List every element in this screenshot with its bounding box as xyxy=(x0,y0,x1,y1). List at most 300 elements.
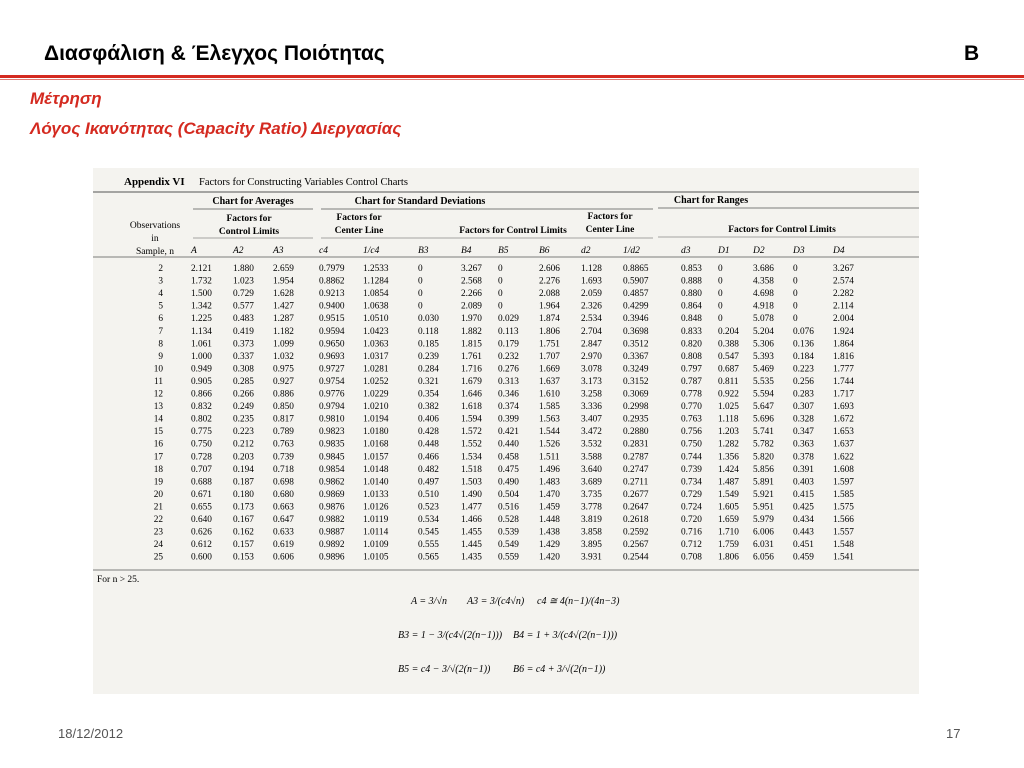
table-cell: 0.9754 xyxy=(319,376,345,387)
row-sample-size: 16 xyxy=(153,439,163,450)
table-cell: 1.225 xyxy=(191,314,212,325)
table-cell: 0 xyxy=(718,314,723,325)
table-cell: 0.153 xyxy=(233,552,254,563)
table-cell: 0.905 xyxy=(191,376,212,387)
table-cell: 1.203 xyxy=(718,427,739,438)
table-cell: 0.888 xyxy=(681,276,702,287)
column-header: D4 xyxy=(833,246,845,256)
table-cell: 0.307 xyxy=(793,402,814,413)
table-cell: 1.438 xyxy=(539,527,560,538)
table-cell: 0.853 xyxy=(681,264,702,274)
table-cell: 5.204 xyxy=(753,326,774,337)
table-cell: 1.061 xyxy=(191,339,212,350)
table-cell: 1.552 xyxy=(461,439,482,450)
table-cell: 1.000 xyxy=(191,351,212,362)
table-cell: 3.735 xyxy=(581,489,602,500)
table-cell: 0.787 xyxy=(681,376,702,387)
table-cell: 4.358 xyxy=(753,276,774,287)
table-cell: 0 xyxy=(718,276,723,287)
table-cell: 0.763 xyxy=(273,439,294,450)
table-cell: 0.797 xyxy=(681,364,702,375)
table-cell: 0.545 xyxy=(418,527,439,538)
table-cell: 0.490 xyxy=(498,477,519,488)
table-cell: 0.663 xyxy=(273,502,294,513)
table-cell: 0.5907 xyxy=(623,276,649,287)
table-cell: 0.2567 xyxy=(623,540,649,551)
table-cell: 0.734 xyxy=(681,477,702,488)
table-cell: 1.806 xyxy=(718,552,739,563)
table-cell: 0.374 xyxy=(498,402,519,413)
obs-label-2: in xyxy=(151,234,159,244)
column-header: D3 xyxy=(793,246,805,256)
appendix-title: Factors for Constructing Variables Control Charts xyxy=(199,177,408,188)
row-sample-size: 14 xyxy=(153,414,163,425)
table-cell: 1.500 xyxy=(191,289,212,300)
formula-b5: B5 = c4 − 3/√(2(n−1)) xyxy=(398,664,491,675)
table-cell: 0.223 xyxy=(793,364,814,375)
table-cell: 2.659 xyxy=(273,264,294,274)
table-cell: 0.671 xyxy=(191,489,212,500)
table-cell: 0.975 xyxy=(273,364,294,375)
table-cell: 0.775 xyxy=(191,427,212,438)
table-cell: 0.2618 xyxy=(623,515,649,525)
table-cell: 3.931 xyxy=(581,552,602,563)
obs-label-3: Sample, n xyxy=(136,247,174,257)
table-cell: 1.128 xyxy=(581,264,602,274)
table-cell: 0.391 xyxy=(793,464,814,475)
table-cell: 0.7979 xyxy=(319,264,345,274)
table-cell: 0.802 xyxy=(191,414,212,425)
row-sample-size: 25 xyxy=(153,552,163,563)
table-cell: 1.459 xyxy=(539,502,560,513)
table-cell: 0.729 xyxy=(681,489,702,500)
table-cell: 0.482 xyxy=(418,464,439,475)
table-cell: 0.194 xyxy=(233,464,254,475)
table-cell: 1.710 xyxy=(718,527,739,538)
row-sample-size: 24 xyxy=(153,540,163,551)
table-cell: 1.669 xyxy=(539,364,560,375)
table-cell: 4.918 xyxy=(753,301,774,312)
avg-limits-2: Control Limits xyxy=(218,227,280,237)
table-cell: 1.882 xyxy=(461,326,482,337)
table-cell: 5.782 xyxy=(753,439,774,450)
table-cell: 0.9845 xyxy=(319,452,345,463)
page-number: 17 xyxy=(946,726,961,741)
row-sample-size: 11 xyxy=(154,376,163,387)
table-cell: 0.688 xyxy=(191,477,212,488)
table-cell: 1.025 xyxy=(718,402,739,413)
table-cell: 1.420 xyxy=(539,552,560,563)
table-cell: 0.4299 xyxy=(623,301,649,312)
table-cell: 2.266 xyxy=(461,289,482,300)
column-header: B5 xyxy=(498,246,509,256)
table-cell: 1.585 xyxy=(833,489,854,500)
table-cell: 5.979 xyxy=(753,515,774,525)
table-cell: 0.232 xyxy=(498,351,519,362)
table-cell: 0.504 xyxy=(498,489,519,500)
table-cell: 0.555 xyxy=(418,540,439,551)
table-cell: 0.179 xyxy=(498,339,519,350)
table-cell: 1.954 xyxy=(273,276,294,287)
table-cell: 0.778 xyxy=(681,389,702,400)
table-cell: 0.3512 xyxy=(623,339,649,350)
table-cell: 0.739 xyxy=(273,452,294,463)
table-cell: 1.0854 xyxy=(363,289,389,300)
group-ranges: Chart for Ranges xyxy=(673,195,749,206)
table-cell: 3.689 xyxy=(581,477,602,488)
table-cell: 0.510 xyxy=(418,489,439,500)
table-cell: 0.848 xyxy=(681,314,702,325)
table-cell: 0.716 xyxy=(681,527,702,538)
table-cell: 1.566 xyxy=(833,515,854,525)
table-cell: 0 xyxy=(418,289,423,300)
table-cell: 0.3698 xyxy=(623,326,649,337)
table-cell: 0.789 xyxy=(273,427,294,438)
table-cell: 1.618 xyxy=(461,402,482,413)
table-cell: 1.0168 xyxy=(363,439,389,450)
table-cell: 1.563 xyxy=(539,414,560,425)
table-cell: 0.308 xyxy=(233,364,254,375)
table-cell: 0.184 xyxy=(793,351,814,362)
table-cell: 0.399 xyxy=(498,414,519,425)
table-cell: 0.443 xyxy=(793,527,814,538)
table-cell: 1.0105 xyxy=(363,552,389,563)
table-cell: 1.816 xyxy=(833,351,854,362)
table-cell: 0.9776 xyxy=(319,389,345,400)
table-cell: 0.698 xyxy=(273,477,294,488)
table-cell: 0 xyxy=(793,301,798,312)
table-cell: 0.076 xyxy=(793,326,814,337)
table-cell: 1.0180 xyxy=(363,427,389,438)
table-cell: 0.680 xyxy=(273,489,294,500)
row-sample-size: 13 xyxy=(153,402,163,413)
table-cell: 0.118 xyxy=(418,326,439,337)
table-cell: 1.544 xyxy=(539,427,560,438)
table-cell: 0.157 xyxy=(233,540,254,551)
table-cell: 1.118 xyxy=(718,414,739,425)
table-cell: 0.428 xyxy=(418,427,439,438)
table-cell: 1.693 xyxy=(833,402,854,413)
table-cell: 0 xyxy=(498,301,503,312)
table-cell: 2.574 xyxy=(833,276,854,287)
table-cell: 0.2831 xyxy=(623,439,649,450)
table-cell: 0.708 xyxy=(681,552,702,563)
table-cell: 0 xyxy=(718,289,723,300)
table-cell: 0.180 xyxy=(233,489,254,500)
table-cell: 1.0317 xyxy=(363,351,389,362)
table-cell: 0.3069 xyxy=(623,389,649,400)
table-cell: 1.0281 xyxy=(363,364,389,375)
table-cell: 2.114 xyxy=(833,301,854,312)
table-cell: 0.528 xyxy=(498,515,519,525)
column-header: D2 xyxy=(753,246,765,256)
table-cell: 1.511 xyxy=(539,452,560,463)
table-cell: 0.729 xyxy=(233,289,254,300)
column-header: 1/d2 xyxy=(623,246,640,256)
table-cell: 1.445 xyxy=(461,540,482,551)
table-cell: 0.9213 xyxy=(319,289,345,300)
table-cell: 0.3152 xyxy=(623,376,649,387)
table-cell: 0.2747 xyxy=(623,464,649,475)
table-cell: 0.2677 xyxy=(623,489,649,500)
table-cell: 1.282 xyxy=(718,439,739,450)
table-cell: 1.477 xyxy=(461,502,482,513)
table-cell: 0.2592 xyxy=(623,527,649,538)
table-cell: 5.741 xyxy=(753,427,774,438)
table-cell: 0.808 xyxy=(681,351,702,362)
table-cell: 0.763 xyxy=(681,414,702,425)
table-cell: 1.0119 xyxy=(363,515,389,525)
table-cell: 1.761 xyxy=(461,351,482,362)
table-cell: 0 xyxy=(793,314,798,325)
table-cell: 0 xyxy=(418,276,423,287)
table-cell: 0.321 xyxy=(418,376,439,387)
table-cell: 1.693 xyxy=(581,276,602,287)
slide-header xyxy=(0,0,1024,80)
table-cell: 0.707 xyxy=(191,464,212,475)
table-cell: 0.4857 xyxy=(623,289,649,300)
table-cell: 1.0133 xyxy=(363,489,389,500)
table-cell: 0.9823 xyxy=(319,427,345,438)
table-cell: 0.744 xyxy=(681,452,702,463)
row-sample-size: 2 xyxy=(158,264,163,274)
table-cell: 1.099 xyxy=(273,339,294,350)
table-cell: 0.388 xyxy=(718,339,739,350)
table-cell: 0.612 xyxy=(191,540,212,551)
table-cell: 0.285 xyxy=(233,376,254,387)
table-cell: 3.336 xyxy=(581,402,602,413)
table-cell: 0.347 xyxy=(793,427,814,438)
table-cell: 1.970 xyxy=(461,314,482,325)
table-cell: 0.256 xyxy=(793,376,814,387)
table-cell: 0.204 xyxy=(718,326,739,337)
scanned-appendix-table xyxy=(93,168,919,694)
table-cell: 0.9887 xyxy=(319,527,345,538)
table-cell: 0.3249 xyxy=(623,364,649,375)
table-cell: 0.363 xyxy=(793,439,814,450)
row-sample-size: 3 xyxy=(158,276,163,287)
table-cell: 0.640 xyxy=(191,515,212,525)
column-header: 1/c4 xyxy=(363,246,380,256)
table-cell: 1.342 xyxy=(191,301,212,312)
table-cell: 1.572 xyxy=(461,427,482,438)
row-sample-size: 18 xyxy=(153,464,163,475)
group-averages: Chart for Averages xyxy=(212,196,294,207)
table-cell: 0.2880 xyxy=(623,427,649,438)
slide-title: Διασφάλιση & Έλεγχος Ποιότητας xyxy=(44,42,385,65)
table-cell: 2.282 xyxy=(833,289,854,300)
table-cell: 5.820 xyxy=(753,452,774,463)
table-cell: 1.806 xyxy=(539,326,560,337)
column-header: A2 xyxy=(233,246,244,256)
table-cell: 0.239 xyxy=(418,351,439,362)
table-cell: 1.490 xyxy=(461,489,482,500)
table-cell: 0.497 xyxy=(418,477,439,488)
table-cell: 1.182 xyxy=(273,326,294,337)
table-cell: 0 xyxy=(793,276,798,287)
table-cell: 1.2533 xyxy=(363,264,389,274)
column-header: A3 xyxy=(273,246,284,256)
table-cell: 1.759 xyxy=(718,540,739,551)
row-sample-size: 5 xyxy=(158,301,163,312)
table-cell: 0.419 xyxy=(233,326,254,337)
table-cell: 1.435 xyxy=(461,552,482,563)
table-cell: 0.864 xyxy=(681,301,702,312)
table-cell: 0.633 xyxy=(273,527,294,538)
table-cell: 6.006 xyxy=(753,527,774,538)
table-cell: 1.717 xyxy=(833,389,854,400)
table-cell: 0.3946 xyxy=(623,314,649,325)
table-cell: 3.267 xyxy=(461,264,482,274)
table-cell: 0.2544 xyxy=(623,552,649,563)
table-cell: 0.223 xyxy=(233,427,254,438)
table-cell: 3.078 xyxy=(581,364,602,375)
table-cell: 5.891 xyxy=(753,477,774,488)
table-cell: 0.2647 xyxy=(623,502,649,513)
table-cell: 0.162 xyxy=(233,527,254,538)
row-sample-size: 19 xyxy=(153,477,163,488)
table-cell: 1.455 xyxy=(461,527,482,538)
table-cell: 0.382 xyxy=(418,402,439,413)
table-cell: 0.3367 xyxy=(623,351,649,362)
table-cell: 0.9727 xyxy=(319,364,345,375)
subtitle-measurement: Μέτρηση xyxy=(30,89,102,108)
table-cell: 1.526 xyxy=(539,439,560,450)
table-cell: 1.0114 xyxy=(363,527,389,538)
table-cell: 0.811 xyxy=(718,376,739,387)
table-cell: 1.594 xyxy=(461,414,482,425)
table-cell: 3.778 xyxy=(581,502,602,513)
table-cell: 0 xyxy=(498,276,503,287)
table-cell: 1.503 xyxy=(461,477,482,488)
row-sample-size: 15 xyxy=(153,427,163,438)
table-cell: 1.0423 xyxy=(363,326,389,337)
row-sample-size: 4 xyxy=(158,289,163,300)
table-cell: 0 xyxy=(718,264,723,274)
table-cell: 1.610 xyxy=(539,389,560,400)
table-cell: 0.421 xyxy=(498,427,519,438)
table-cell: 0.949 xyxy=(191,364,212,375)
table-cell: 5.856 xyxy=(753,464,774,475)
table-cell: 0.712 xyxy=(681,540,702,551)
row-sample-size: 10 xyxy=(153,364,163,375)
table-cell: 0.770 xyxy=(681,402,702,413)
table-cell: 0.523 xyxy=(418,502,439,513)
table-cell: 0.539 xyxy=(498,527,519,538)
table-cell: 0.403 xyxy=(793,477,814,488)
table-cell: 0 xyxy=(498,264,503,274)
table-cell: 0 xyxy=(418,264,423,274)
table-cell: 0.113 xyxy=(498,326,519,337)
table-cell: 0.718 xyxy=(273,464,294,475)
table-cell: 0.750 xyxy=(681,439,702,450)
rng-center-1: Factors for xyxy=(587,212,633,222)
table-cell: 1.0210 xyxy=(363,402,389,413)
column-headers xyxy=(190,246,845,256)
table-cell: 1.924 xyxy=(833,326,854,337)
row-sample-size: 17 xyxy=(153,452,163,463)
rng-center-2: Center Line xyxy=(585,225,635,235)
table-cell: 1.637 xyxy=(539,376,560,387)
table-cell: 0.600 xyxy=(191,552,212,563)
table-cell: 0.9896 xyxy=(319,552,345,563)
column-header: B3 xyxy=(418,246,429,256)
table-cell: 6.031 xyxy=(753,540,774,551)
table-cell: 0.9400 xyxy=(319,301,345,312)
column-header: D1 xyxy=(718,246,730,256)
table-cell: 0.440 xyxy=(498,439,519,450)
table-cell: 1.0229 xyxy=(363,389,389,400)
table-cell: 0.9854 xyxy=(319,464,345,475)
table-cell: 0.547 xyxy=(718,351,739,362)
table-cell: 0.203 xyxy=(233,452,254,463)
table-cell: 1.0126 xyxy=(363,502,389,513)
formula-a: A = 3/√n xyxy=(411,596,447,607)
table-cell: 0.029 xyxy=(498,314,519,325)
table-cell: 0.448 xyxy=(418,439,439,450)
column-header: d2 xyxy=(581,246,591,256)
table-cell: 0.9892 xyxy=(319,540,345,551)
table-cell: 1.557 xyxy=(833,527,854,538)
table-cell: 0.886 xyxy=(273,389,294,400)
control-chart-factors-table xyxy=(93,168,919,694)
table-cell: 0.266 xyxy=(233,389,254,400)
table-cell: 1.815 xyxy=(461,339,482,350)
table-cell: 0.2935 xyxy=(623,414,649,425)
table-cell: 0.483 xyxy=(233,314,254,325)
table-cell: 1.1284 xyxy=(363,276,389,287)
table-cell: 1.134 xyxy=(191,326,212,337)
footnote: For n > 25. xyxy=(97,575,140,585)
table-cell: 0.655 xyxy=(191,502,212,513)
table-cell: 3.819 xyxy=(581,515,602,525)
table-cell: 0.373 xyxy=(233,339,254,350)
table-cell: 1.0194 xyxy=(363,414,389,425)
table-cell: 0.9693 xyxy=(319,351,345,362)
table-cell: 0.167 xyxy=(233,515,254,525)
table-cell: 0.136 xyxy=(793,339,814,350)
table-cell: 0.346 xyxy=(498,389,519,400)
table-cell: 1.0638 xyxy=(363,301,389,312)
table-body xyxy=(154,264,855,563)
table-cell: 0.9810 xyxy=(319,414,345,425)
formula-b4: B4 = 1 + 3/(c4√(2(n−1))) xyxy=(513,630,618,641)
table-cell: 1.549 xyxy=(718,489,739,500)
table-cell: 1.427 xyxy=(273,301,294,312)
table-cell: 0.549 xyxy=(498,540,519,551)
column-header: c4 xyxy=(319,246,328,256)
avg-limits-1: Factors for xyxy=(226,214,272,224)
table-cell: 6.056 xyxy=(753,552,774,563)
table-cell: 0.475 xyxy=(498,464,519,475)
table-cell: 0.406 xyxy=(418,414,439,425)
table-cell: 0 xyxy=(793,289,798,300)
table-cell: 0.425 xyxy=(793,502,814,513)
table-cell: 0.466 xyxy=(418,452,439,463)
appendix-label: Appendix VI xyxy=(124,176,185,188)
table-cell: 0.458 xyxy=(498,452,519,463)
table-cell: 1.0363 xyxy=(363,339,389,350)
table-cell: 0.185 xyxy=(418,339,439,350)
table-cell: 1.0157 xyxy=(363,452,389,463)
table-cell: 1.637 xyxy=(833,439,854,450)
table-cell: 0.626 xyxy=(191,527,212,538)
section-letter: B xyxy=(964,42,980,65)
table-cell: 0.817 xyxy=(273,414,294,425)
table-cell: 1.880 xyxy=(233,264,254,274)
table-cell: 0.516 xyxy=(498,502,519,513)
table-cell: 3.686 xyxy=(753,264,774,274)
